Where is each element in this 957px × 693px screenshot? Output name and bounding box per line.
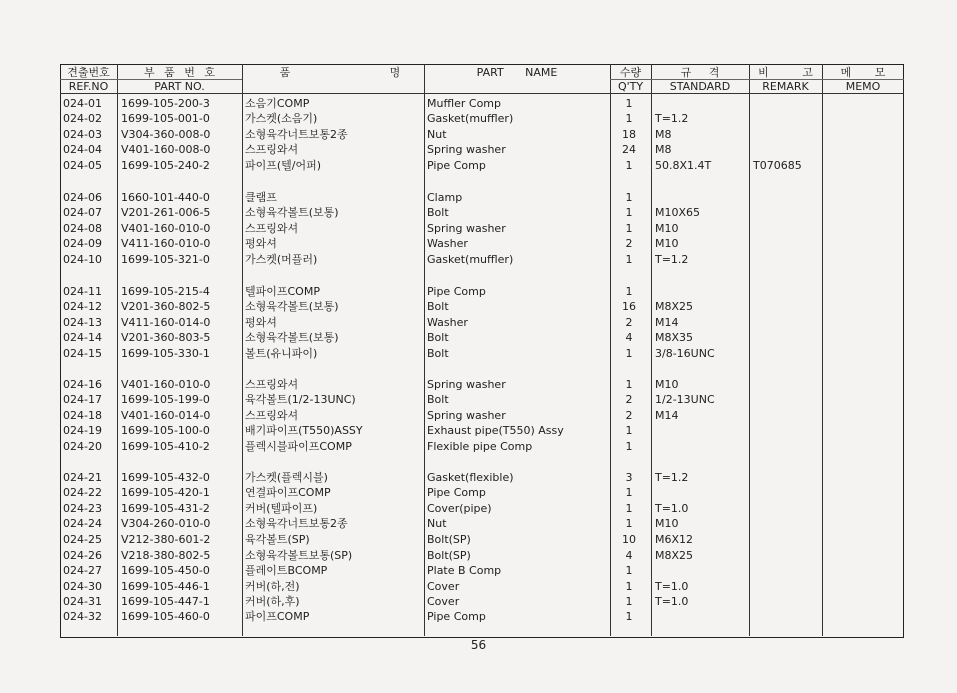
part-no-cell: V201-360-803-5	[121, 331, 211, 344]
standard-cell: T=1.0	[655, 580, 689, 593]
header-qty-en: Q'TY	[617, 80, 644, 93]
ref-cell: 024-10	[63, 253, 102, 266]
ref-cell: 024-18	[63, 409, 102, 422]
qty-cell: 2	[625, 237, 633, 250]
qty-cell: 3	[625, 471, 633, 484]
part-name-cell: Bolt	[427, 331, 449, 344]
qty-cell: 1	[625, 97, 633, 110]
header-part-ko: 부 품 번 호	[144, 66, 215, 79]
qty-cell: 1	[625, 347, 633, 360]
standard-cell: T=1.2	[655, 471, 689, 484]
ref-cell: 024-14	[63, 331, 102, 344]
ref-cell: 024-07	[63, 206, 102, 219]
korean-name-cell: 소형육각볼트(보통)	[245, 300, 339, 313]
part-no-cell: 1660-101-440-0	[121, 191, 210, 204]
ref-cell: 024-31	[63, 595, 102, 608]
part-no-cell: V201-261-006-5	[121, 206, 211, 219]
table-row	[60, 392, 904, 407]
part-name-cell: Nut	[427, 517, 447, 530]
qty-cell: 1	[625, 112, 633, 125]
table-row	[60, 96, 904, 111]
part-name-cell: Nut	[427, 128, 447, 141]
table-row	[60, 516, 904, 531]
ref-cell: 024-09	[63, 237, 102, 250]
ref-cell: 024-17	[63, 393, 102, 406]
header-part-name: PART NAME	[476, 66, 558, 79]
part-name-cell: Clamp	[427, 191, 463, 204]
table-row	[60, 142, 904, 157]
part-name-cell: Gasket(muffler)	[427, 112, 514, 125]
korean-name-cell: 커버(텔파이프)	[245, 502, 318, 515]
korean-name-cell: 소형육각너트보통2종	[245, 517, 348, 530]
part-name-cell: Spring washer	[427, 143, 506, 156]
standard-cell: T=1.0	[655, 595, 689, 608]
table-row	[60, 252, 904, 267]
korean-name-cell: 소형육각너트보통2종	[245, 128, 348, 141]
korean-name-cell: 육각볼트(SP)	[245, 533, 310, 546]
table-row	[60, 315, 904, 330]
qty-cell: 1	[625, 595, 633, 608]
part-name-cell: Exhaust pipe(T550) Assy	[427, 424, 564, 437]
header-ref-ko: 견출번호	[67, 66, 110, 79]
table-row	[60, 236, 904, 251]
table-row	[60, 579, 904, 594]
standard-cell: M10	[655, 237, 679, 250]
ref-cell: 024-32	[63, 610, 102, 623]
ref-cell: 024-13	[63, 316, 102, 329]
ref-cell: 024-04	[63, 143, 102, 156]
standard-cell: T=1.0	[655, 502, 689, 515]
standard-cell: M14	[655, 316, 679, 329]
korean-name-cell: 평와셔	[245, 237, 277, 250]
qty-cell: 1	[625, 580, 633, 593]
table-row	[60, 594, 904, 609]
standard-cell: M10	[655, 517, 679, 530]
table-row	[60, 205, 904, 220]
part-name-cell: Spring washer	[427, 378, 506, 391]
part-no-cell: 1699-105-330-1	[121, 347, 210, 360]
part-name-cell: Gasket(flexible)	[427, 471, 514, 484]
table-row	[60, 548, 904, 563]
korean-name-cell: 소형육각볼트(보통)	[245, 206, 339, 219]
qty-cell: 1	[625, 517, 633, 530]
ref-cell: 024-08	[63, 222, 102, 235]
qty-cell: 1	[625, 564, 633, 577]
ref-cell: 024-22	[63, 486, 102, 499]
qty-cell: 1	[625, 378, 633, 391]
part-no-cell: 1699-105-100-0	[121, 424, 210, 437]
part-no-cell: V212-380-601-2	[121, 533, 211, 546]
table-row	[60, 346, 904, 361]
part-no-cell: V401-160-014-0	[121, 409, 211, 422]
part-no-cell: V304-360-008-0	[121, 128, 211, 141]
korean-name-cell: 스프링와셔	[245, 378, 299, 391]
part-name-cell: Spring washer	[427, 409, 506, 422]
korean-name-cell: 커버(하,후)	[245, 595, 300, 608]
qty-cell: 10	[622, 533, 636, 546]
table-row	[60, 439, 904, 454]
qty-cell: 4	[625, 331, 633, 344]
table-row	[60, 532, 904, 547]
standard-cell: M8	[655, 143, 672, 156]
part-name-cell: Pipe Comp	[427, 159, 486, 172]
part-no-cell: V218-380-802-5	[121, 549, 211, 562]
header-part-en: PART NO.	[154, 80, 205, 93]
header-rem-ko: 비 고	[758, 66, 813, 79]
part-name-cell: Bolt	[427, 206, 449, 219]
part-name-cell: Pipe Comp	[427, 486, 486, 499]
ref-cell: 024-16	[63, 378, 102, 391]
table-row	[60, 423, 904, 438]
part-name-cell: Bolt	[427, 393, 449, 406]
korean-name-cell: 소형육각볼트보통(SP)	[245, 549, 353, 562]
korean-name-cell: 스프링와셔	[245, 409, 299, 422]
parts-table	[60, 64, 904, 638]
part-no-cell: V201-360-802-5	[121, 300, 211, 313]
table-row	[60, 284, 904, 299]
qty-cell: 1	[625, 424, 633, 437]
part-no-cell: V401-160-010-0	[121, 222, 211, 235]
ref-cell: 024-26	[63, 549, 102, 562]
standard-cell: 50.8X1.4T	[655, 159, 712, 172]
part-no-cell: 1699-105-240-2	[121, 159, 210, 172]
ref-cell: 024-24	[63, 517, 102, 530]
header-qty-ko: 수량	[619, 66, 642, 79]
table-row	[60, 299, 904, 314]
table-row	[60, 470, 904, 485]
korean-name-cell: 플레이트BCOMP	[245, 564, 328, 577]
standard-cell: T=1.2	[655, 253, 689, 266]
standard-cell: M10	[655, 222, 679, 235]
standard-cell: 3/8-16UNC	[655, 347, 715, 360]
part-name-cell: Washer	[427, 237, 468, 250]
table-row	[60, 377, 904, 392]
korean-name-cell: 소음기COMP	[245, 97, 310, 110]
qty-cell: 2	[625, 316, 633, 329]
korean-name-cell: 스프링와셔	[245, 143, 299, 156]
part-name-cell: Washer	[427, 316, 468, 329]
ref-cell: 024-25	[63, 533, 102, 546]
korean-name-cell: 커버(하,전)	[245, 580, 300, 593]
qty-cell: 1	[625, 285, 633, 298]
korean-name-cell: 가스켓(소음기)	[245, 112, 318, 125]
table-row	[60, 485, 904, 500]
ref-cell: 024-21	[63, 471, 102, 484]
korean-name-cell: 육각볼트(1/2-13UNC)	[245, 393, 356, 406]
part-name-cell: Plate B Comp	[427, 564, 502, 577]
header-rem-en: REMARK	[762, 80, 809, 93]
qty-cell: 1	[625, 159, 633, 172]
part-name-cell: Cover	[427, 580, 460, 593]
korean-name-cell: 파이프(텔/어퍼)	[245, 159, 322, 172]
part-no-cell: 1699-105-410-2	[121, 440, 210, 453]
korean-name-cell: 평와셔	[245, 316, 277, 329]
part-no-cell: V401-160-010-0	[121, 378, 211, 391]
korean-name-cell: 볼트(유니파이)	[245, 347, 318, 360]
ref-cell: 024-01	[63, 97, 102, 110]
header-name-ko-right: 명	[389, 66, 401, 79]
ref-cell: 024-05	[63, 159, 102, 172]
standard-cell: M10	[655, 378, 679, 391]
ref-cell: 024-30	[63, 580, 102, 593]
korean-name-cell: 가스켓(플렉시블)	[245, 471, 328, 484]
part-no-cell: 1699-105-450-0	[121, 564, 210, 577]
standard-cell: M6X12	[655, 533, 694, 546]
part-name-cell: Gasket(muffler)	[427, 253, 514, 266]
ref-cell: 024-15	[63, 347, 102, 360]
ref-cell: 024-02	[63, 112, 102, 125]
qty-cell: 1	[625, 222, 633, 235]
qty-cell: 18	[622, 128, 636, 141]
qty-cell: 16	[622, 300, 636, 313]
korean-name-cell: 텔파이프COMP	[245, 285, 320, 298]
standard-cell: M8X35	[655, 331, 694, 344]
header-ref-en: REF.NO	[68, 80, 109, 93]
korean-name-cell: 소형육각볼트(보통)	[245, 331, 339, 344]
header-std-ko: 규 격	[680, 66, 720, 79]
standard-cell: 1/2-13UNC	[655, 393, 715, 406]
qty-cell: 1	[625, 486, 633, 499]
part-name-cell: Pipe Comp	[427, 610, 486, 623]
part-name-cell: Muffler Comp	[427, 97, 501, 110]
part-name-cell: Bolt(SP)	[427, 533, 471, 546]
standard-cell: T=1.2	[655, 112, 689, 125]
table-row	[60, 609, 904, 624]
standard-cell: M14	[655, 409, 679, 422]
ref-cell: 024-03	[63, 128, 102, 141]
part-name-cell: Cover	[427, 595, 460, 608]
qty-cell: 1	[625, 253, 633, 266]
part-name-cell: Spring washer	[427, 222, 506, 235]
standard-cell: M8	[655, 128, 672, 141]
table-row	[60, 127, 904, 142]
korean-name-cell: 배기파이프(T550)ASSY	[245, 424, 363, 437]
part-name-cell: Pipe Comp	[427, 285, 486, 298]
qty-cell: 1	[625, 440, 633, 453]
part-name-cell: Flexible pipe Comp	[427, 440, 533, 453]
part-name-cell: Cover(pipe)	[427, 502, 492, 515]
part-no-cell: 1699-105-432-0	[121, 471, 210, 484]
korean-name-cell: 클램프	[245, 191, 277, 204]
qty-cell: 4	[625, 549, 633, 562]
part-no-cell: 1699-105-200-3	[121, 97, 210, 110]
korean-name-cell: 가스켓(머플러)	[245, 253, 318, 266]
part-no-cell: 1699-105-446-1	[121, 580, 210, 593]
table-row	[60, 330, 904, 345]
korean-name-cell: 스프링와셔	[245, 222, 299, 235]
ref-cell: 024-20	[63, 440, 102, 453]
qty-cell: 1	[625, 502, 633, 515]
ref-cell: 024-23	[63, 502, 102, 515]
ref-cell: 024-06	[63, 191, 102, 204]
table-row	[60, 221, 904, 236]
remark-cell: T070685	[753, 159, 802, 172]
table-row	[60, 111, 904, 126]
standard-cell: M8X25	[655, 300, 694, 313]
part-no-cell: 1699-105-431-2	[121, 502, 210, 515]
qty-cell: 2	[625, 393, 633, 406]
standard-cell: M10X65	[655, 206, 701, 219]
part-name-cell: Bolt(SP)	[427, 549, 471, 562]
part-no-cell: 1699-105-447-1	[121, 595, 210, 608]
part-no-cell: 1699-105-420-1	[121, 486, 210, 499]
standard-cell: M8X25	[655, 549, 694, 562]
ref-cell: 024-12	[63, 300, 102, 313]
table-row	[60, 190, 904, 205]
ref-cell: 024-11	[63, 285, 102, 298]
part-no-cell: 1699-105-199-0	[121, 393, 210, 406]
qty-cell: 1	[625, 191, 633, 204]
part-name-cell: Bolt	[427, 347, 449, 360]
page-number: 56	[470, 638, 487, 652]
qty-cell: 2	[625, 409, 633, 422]
part-name-cell: Bolt	[427, 300, 449, 313]
part-no-cell: 1699-105-460-0	[121, 610, 210, 623]
korean-name-cell: 파이프COMP	[245, 610, 310, 623]
qty-cell: 24	[622, 143, 636, 156]
part-no-cell: 1699-105-215-4	[121, 285, 210, 298]
header-std-en: STANDARD	[669, 80, 731, 93]
part-no-cell: V304-260-010-0	[121, 517, 211, 530]
table-row	[60, 408, 904, 423]
qty-cell: 1	[625, 610, 633, 623]
table-row	[60, 158, 904, 173]
header-name-ko-left: 품	[279, 66, 291, 79]
qty-cell: 1	[625, 206, 633, 219]
header-memo-ko: 메 모	[840, 66, 886, 79]
header-memo-en: MEMO	[845, 80, 881, 93]
part-no-cell: 1699-105-321-0	[121, 253, 210, 266]
part-no-cell: V401-160-008-0	[121, 143, 211, 156]
ref-cell: 024-19	[63, 424, 102, 437]
table-row	[60, 501, 904, 516]
part-no-cell: 1699-105-001-0	[121, 112, 210, 125]
ref-cell: 024-27	[63, 564, 102, 577]
part-no-cell: V411-160-010-0	[121, 237, 211, 250]
korean-name-cell: 연결파이프COMP	[245, 486, 331, 499]
part-no-cell: V411-160-014-0	[121, 316, 211, 329]
table-row	[60, 563, 904, 578]
korean-name-cell: 플렉시블파이프COMP	[245, 440, 352, 453]
